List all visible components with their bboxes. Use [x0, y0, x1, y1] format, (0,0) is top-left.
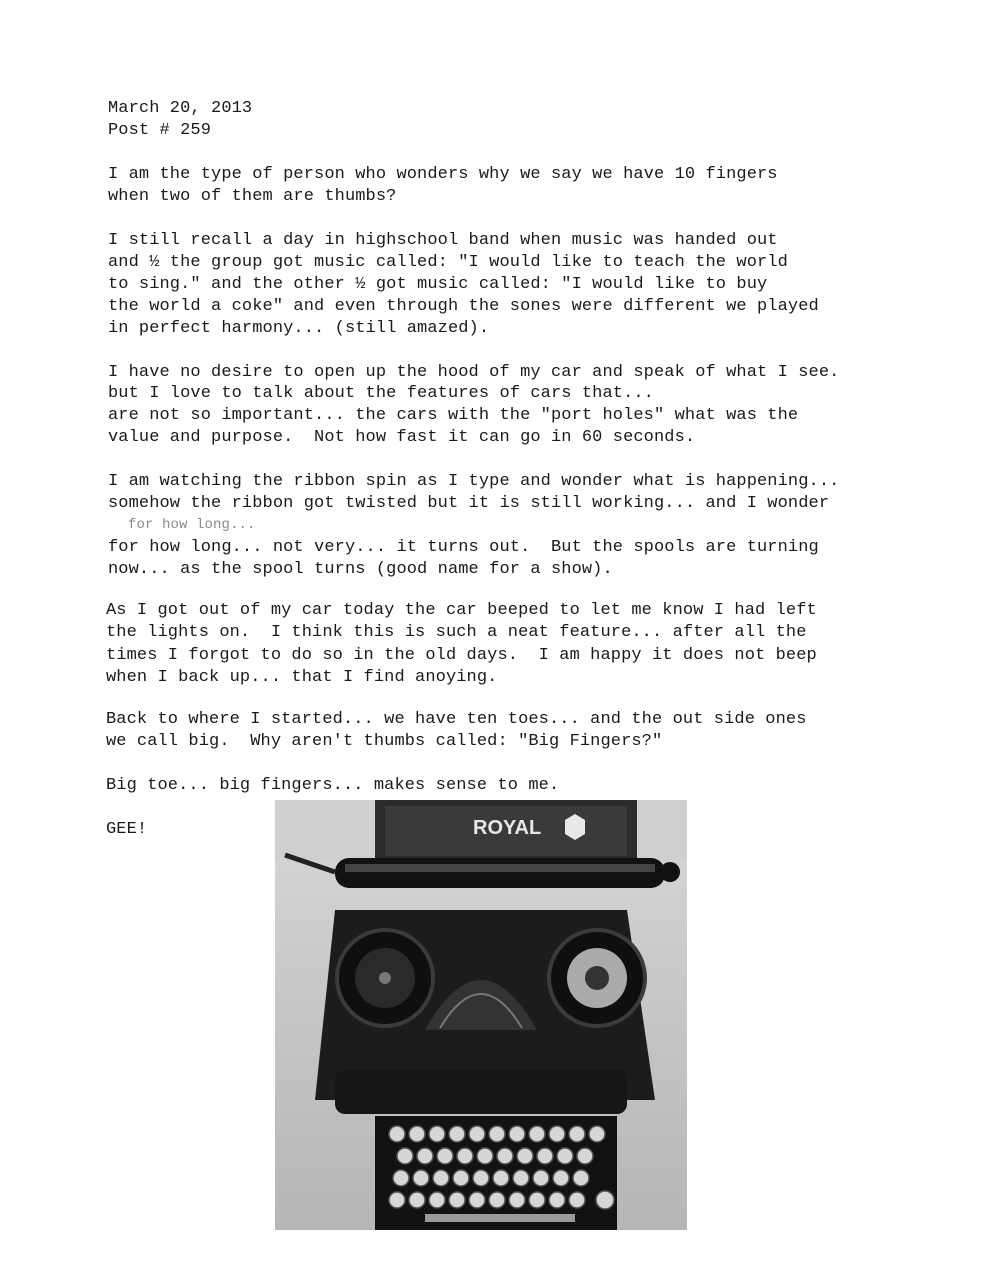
signoff: GEE!	[106, 820, 148, 839]
paragraph-line: when two of them are thumbs?	[108, 187, 397, 206]
paragraph-line: times I forgot to do so in the old days. I am happy it does not beep	[106, 646, 817, 665]
typewriter-illustration	[275, 800, 687, 1230]
paragraph-line: I am watching the ribbon spin as I type and wonder what is happening...	[108, 472, 840, 491]
paragraph-line: in perfect harmony... (still amazed).	[108, 319, 490, 338]
paragraph-line: now... as the spool turns (good name for a show).	[108, 560, 613, 579]
paragraph-line: but I love to talk about the features of cars that...	[108, 384, 654, 403]
paragraph-line: when I back up... that I find anoying.	[106, 668, 498, 687]
paragraph-line: are not so important... the cars with the "port holes" what was the	[108, 406, 799, 425]
paragraph-line: for how long... not very... it turns out. But the spools are turning	[108, 538, 819, 557]
faint-retyped-line: for how long...	[128, 517, 256, 533]
paragraph-line: Back to where I started... we have ten toes... and the out side ones	[106, 710, 807, 729]
paragraph-line: value and purpose. Not how fast it can go in 60 seconds.	[108, 428, 696, 447]
paragraph-line: Big toe... big fingers... makes sense to me.	[106, 776, 560, 795]
royal-logo: ROYAL	[473, 817, 542, 839]
post-number: Post # 259	[108, 121, 212, 140]
paragraph-line: somehow the ribbon got twisted but it is still working... and I wonder	[108, 494, 830, 513]
paragraph-line: As I got out of my car today the car beeped to let me know I had left	[106, 601, 817, 620]
paragraph-line: the world a coke" and even through the sones were different we played	[108, 297, 819, 316]
paragraph-line: to sing." and the other ½ got music called: "I would like to buy	[108, 275, 768, 294]
paragraph-line: we call big. Why aren't thumbs called: "Big Fingers?"	[106, 732, 663, 751]
paragraph-line: I have no desire to open up the hood of my car and speak of what I see.	[108, 363, 840, 382]
paragraph-line: I am the type of person who wonders why we say we have 10 fingers	[108, 165, 778, 184]
paragraph-line: and ½ the group got music called: "I would like to teach the world	[108, 253, 788, 272]
paragraph-line: the lights on. I think this is such a neat feature... after all the	[106, 623, 807, 642]
paragraph-line: I still recall a day in highschool band when music was handed out	[108, 231, 778, 250]
typewriter-photo	[275, 800, 687, 1230]
post-date: March 20, 2013	[108, 99, 253, 118]
